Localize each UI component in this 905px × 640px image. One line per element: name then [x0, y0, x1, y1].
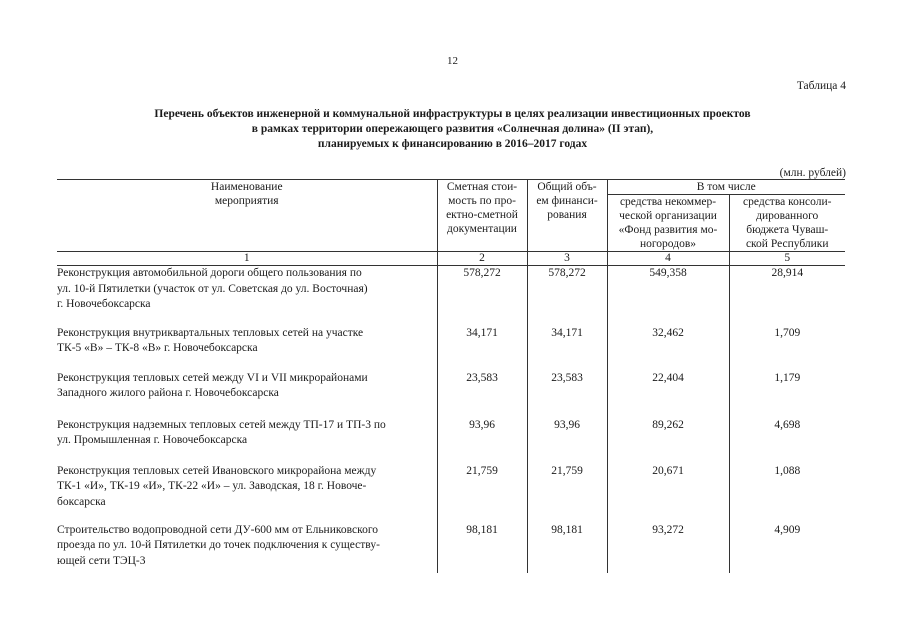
row-total: 21,759 — [527, 464, 607, 523]
column-number: 1 — [57, 252, 437, 266]
row-name: Строительство водопроводной сети ДУ-600 мм от Ельниковского проезда по ул. 10-й Пятилетки до точек подключения к существу- ющей сети ТЭЦ-3 — [57, 523, 437, 573]
title-line-1: Перечень объектов инженерной и коммунальной инфраструктуры в целях реализации инвестиционных проектов — [154, 108, 751, 120]
row-budget: 28,914 — [771, 267, 804, 279]
table-row — [57, 464, 845, 523]
table-row — [57, 523, 845, 573]
row-fund: 20,671 — [607, 464, 729, 523]
row-estimate: 34,171 — [437, 326, 527, 371]
column-number: 3 — [527, 252, 607, 266]
column-number: 4 — [607, 252, 729, 266]
row-fund: 22,404 — [607, 371, 729, 418]
column-number-row — [57, 252, 845, 266]
infrastructure-table — [57, 179, 845, 573]
units-note: (млн. рублей) — [779, 167, 846, 179]
table-row — [57, 418, 845, 464]
row-fund: 549,358 — [607, 266, 729, 326]
row-total: 23,583 — [527, 371, 607, 418]
page-number: 12 — [447, 55, 458, 67]
row-budget: 4,698 — [774, 418, 801, 431]
row-estimate: 578,272 — [437, 266, 527, 326]
row-total: 98,181 — [527, 523, 607, 573]
header-row — [57, 180, 845, 195]
row-name: Реконструкция тепловых сетей Ивановского микрорайона между ТК-1 «И», ТК-19 «И», ТК-22 «И» – ул. Заводская, 18 г. Новоче- боксарска — [57, 464, 437, 523]
row-estimate: 23,583 — [437, 371, 527, 418]
row-name: Реконструкция автомобильной дороги общего пользования по ул. 10-й Пятилетки (участок от ул. Советская до ул. Восточная) г. Новочебоксарска — [57, 266, 437, 326]
header-budget-column: средства консоли- дированного бюджета Чуваш- ской Республики — [743, 196, 832, 250]
row-total: 578,272 — [527, 266, 607, 326]
row-fund: 93,272 — [607, 523, 729, 573]
column-number: 5 — [729, 252, 845, 266]
table-row — [57, 266, 845, 326]
header-name-column: Наименование мероприятия — [57, 180, 437, 252]
row-fund: 32,462 — [607, 326, 729, 371]
row-fund: 89,262 — [607, 418, 729, 464]
row-estimate: 21,759 — [437, 464, 527, 523]
table-title — [60, 107, 845, 152]
row-estimate: 93,96 — [437, 418, 527, 464]
table-row — [57, 371, 845, 418]
row-budget: 1,709 — [774, 326, 801, 339]
header-including-group: В том числе — [607, 180, 845, 195]
row-budget: 4,909 — [774, 523, 801, 536]
row-budget: 1,179 — [774, 371, 801, 384]
header-total-column: Общий объ- ем финанси- рования — [527, 180, 607, 252]
header-estimate-column: Сметная стои- мость по про- ектно-сметной документации — [437, 180, 527, 252]
title-line-2: в рамках территории опережающего развития «Солнечная долина» (II этап), — [251, 123, 654, 135]
row-budget: 1,088 — [774, 464, 801, 477]
table-row — [57, 326, 845, 371]
table-label: Таблица 4 — [796, 80, 846, 92]
column-number: 2 — [437, 252, 527, 266]
row-name: Реконструкция внутриквартальных тепловых сетей на участке ТК-5 «В» – ТК-8 «В» г. Новочебоксарска — [57, 326, 437, 371]
row-estimate: 98,181 — [437, 523, 527, 573]
title-line-3: планируемых к финансированию в 2016–2017 годах — [317, 138, 588, 150]
row-name: Реконструкция тепловых сетей между VI и VII микрорайонами Западного жилого района г. Новочебоксарска — [57, 371, 437, 418]
header-fund-column: средства некоммер- ческой организации «Фонд развития мо- ногородов» — [607, 195, 729, 252]
row-total: 93,96 — [527, 418, 607, 464]
row-total: 34,171 — [527, 326, 607, 371]
row-name: Реконструкция надземных тепловых сетей между ТП-17 и ТП-3 по ул. Промышленная г. Новочебоксарска — [57, 418, 437, 464]
